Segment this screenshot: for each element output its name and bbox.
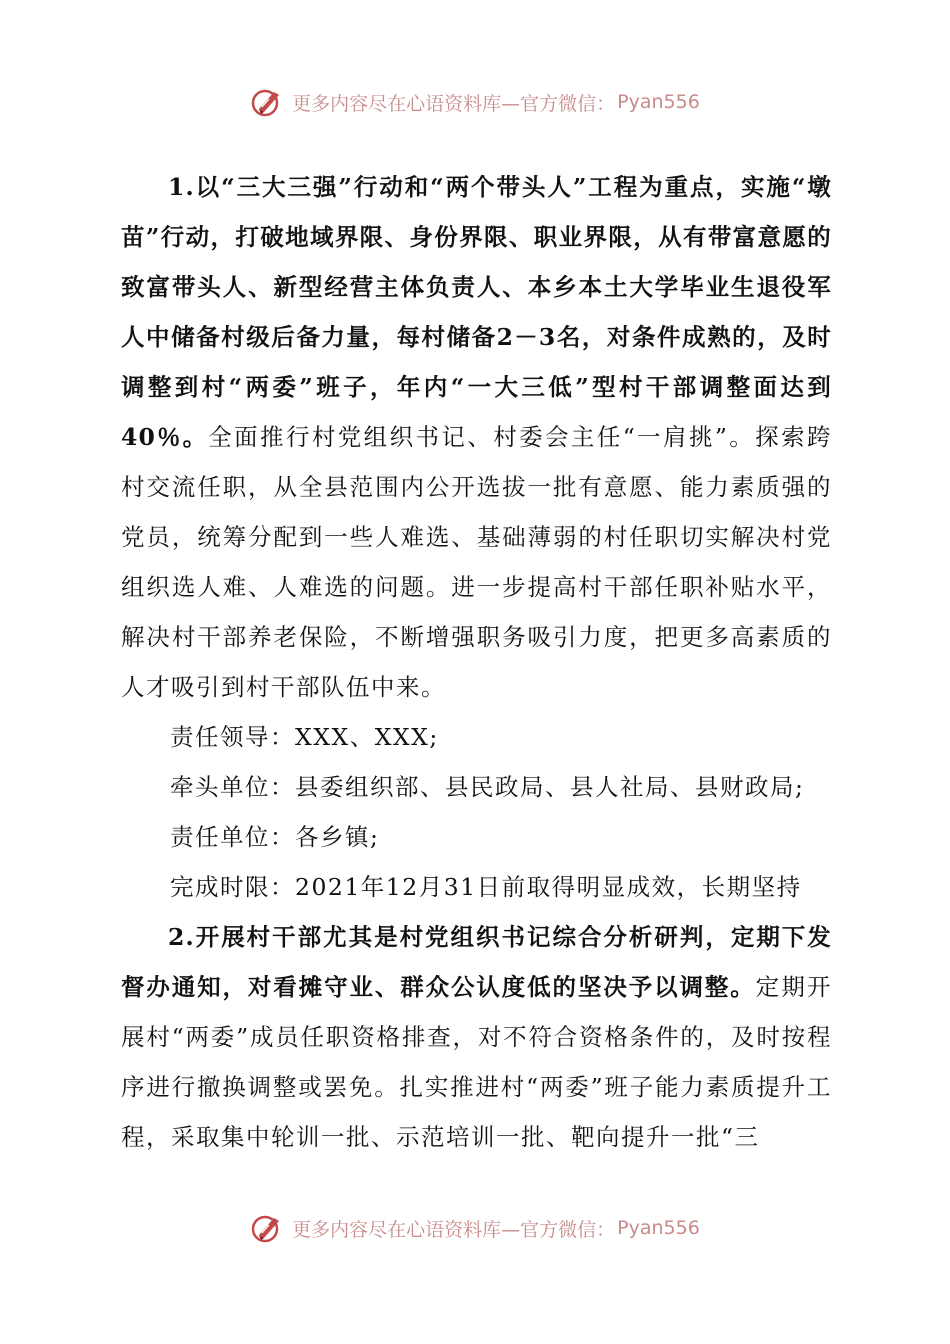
- lead-units: 牵头单位：县委组织部、县民政局、县人社局、县财政局;: [170, 773, 805, 801]
- completion-deadline: 完成时限：2021年12月31日前取得明显成效，长期坚持: [170, 873, 802, 901]
- watermark-wechat-id: Pyan556: [617, 91, 700, 113]
- pen-nib-logo-icon: [250, 1211, 284, 1245]
- watermark-footer: [0, 1206, 950, 1250]
- watermark-header: [0, 80, 950, 124]
- responsible-units: 责任单位：各乡镇;: [170, 823, 380, 851]
- section-1-lead: 1.以“三大三强”行动和“两个带头人”工程为重点，实施“墩苗”行动，打破地域界限、身份界限、职业界限，从有带富意愿的致富带头人、新型经营主体负责人、本乡本土大学毕业生退役军人中储备村级后备力量，每村储备2－3名，对条件成熟的，及时调整到村“两委”班子，年内“一大三低”型村干部调整面达到40％。: [121, 173, 832, 451]
- responsible-leader: 责任领导：XXX、XXX;: [170, 723, 439, 751]
- document-body: [121, 162, 832, 1162]
- section-2-lead: 2.开展村干部尤其是村党组织书记综合分析研判，定期下发督办通知，对看摊守业、群众公认度低的坚决予以调整。: [121, 923, 832, 1001]
- section-1-body: 全面推行村党组织书记、村委会主任“一肩挑”。探索跨村交流任职，从全县范围内公开选拔一批有意愿、能力素质强的党员，统筹分配到一些人难选、基础薄弱的村任职切实解决村党组织选人难、人难选的问题。进一步提高村干部任职补贴水平，解决村干部养老保险，不断增强职务吸引力度，把更多高素质的人才吸引到村干部队伍中来。: [121, 423, 832, 701]
- watermark-text: 更多内容尽在心语资料库—官方微信：: [292, 1218, 616, 1241]
- section-2-body: 定期开展村“两委”成员任职资格排查，对不符合资格条件的，及时按程序进行撤换调整或罢免。扎实推进村“两委”班子能力素质提升工程，采取集中轮训一批、示范培训一批、靶向提升一批“三: [121, 973, 833, 1151]
- section-2-paragraph: [121, 912, 832, 1162]
- watermark-text: 更多内容尽在心语资料库—官方微信：: [292, 92, 616, 115]
- pen-nib-logo-icon: [250, 85, 284, 119]
- section-1-paragraph: [121, 162, 832, 712]
- watermark-wechat-id: Pyan556: [617, 1217, 700, 1239]
